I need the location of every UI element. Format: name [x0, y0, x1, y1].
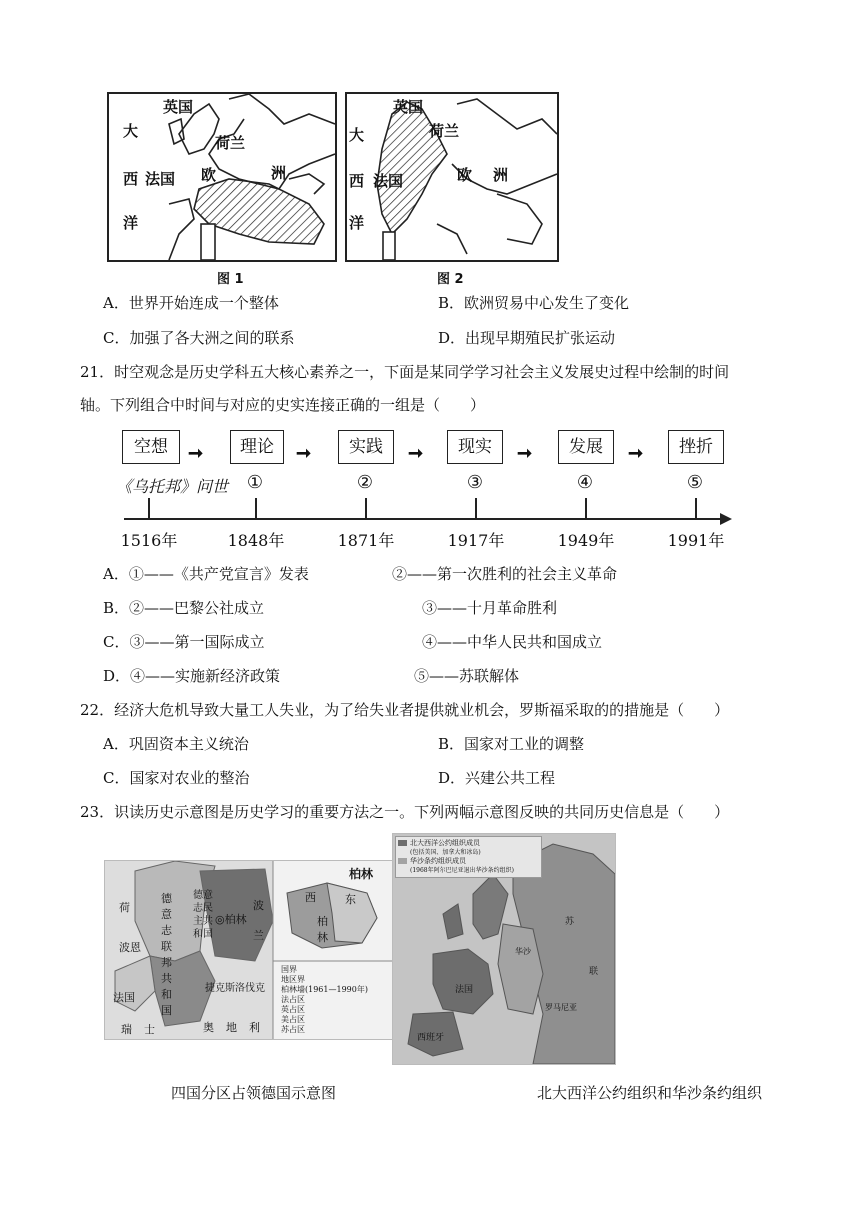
- label-czech: 捷克斯洛伐克: [205, 983, 265, 994]
- option-key: C．: [103, 329, 130, 347]
- option-text-a: ①——《共产党宣言》发表: [128, 565, 309, 583]
- label-france-eu: 法国: [455, 985, 474, 995]
- timeline-tick: [255, 498, 257, 518]
- figure-2-map: [345, 92, 559, 262]
- timeline-year: 1871年: [337, 531, 395, 550]
- q21-option-d[interactable]: [103, 665, 280, 686]
- option-key: D．: [103, 667, 131, 685]
- q21-stem-line-2: 轴。下列组合中时间与对应的史实连接正确的一组是（ ）: [80, 396, 486, 414]
- timeline-mark: ③: [466, 472, 484, 493]
- q21-option-c[interactable]: [103, 631, 265, 652]
- label-berlin-city: ◎柏林: [215, 913, 247, 926]
- option-key: A．: [103, 565, 129, 583]
- map2-label-england: 英国: [393, 98, 424, 116]
- stage-box: 挫折: [668, 430, 724, 464]
- map2-label-netherlands: 荷兰: [429, 122, 460, 140]
- map1-label-atlantic-2: 西: [123, 170, 139, 188]
- option-text: 巩固资本主义统治: [128, 735, 249, 753]
- q21-option-b-part2: ③——十月革命胜利: [422, 599, 558, 617]
- timeline-mark: ①: [246, 472, 264, 493]
- legend-item: 英占区: [281, 1005, 305, 1014]
- option-text: 国家对工业的调整: [464, 735, 585, 753]
- legend-item: 柏林墙(1961—1990年): [281, 985, 368, 994]
- legend-item: 地区界: [281, 975, 305, 984]
- timeline-year: 1917年: [447, 531, 505, 550]
- stage-box: 发展: [558, 430, 614, 464]
- q20-option-a[interactable]: [103, 292, 279, 313]
- legend-item: 法占区: [281, 995, 305, 1004]
- option-key: C．: [103, 769, 130, 787]
- figure-1-caption: 图 1: [217, 272, 244, 287]
- q22-option-d[interactable]: [438, 767, 555, 788]
- timeline-mark: ②: [356, 472, 374, 493]
- legend-swatch: [398, 840, 407, 846]
- timeline-axis: [124, 518, 722, 520]
- legend-item: 国界: [281, 965, 297, 974]
- q22-stem: 22．经济大危机导致大量工人失业，为了给失业者提供就业机会，罗斯福采取的的措施是（ ）: [80, 701, 730, 719]
- inset-w: 西: [305, 891, 316, 904]
- label-su-2: 联: [589, 967, 599, 977]
- map1-label-england: 英国: [163, 98, 194, 116]
- option-key: B．: [438, 735, 465, 753]
- map2-label-atlantic-2: 西: [349, 172, 365, 190]
- label-bonn: 波恩: [119, 941, 141, 954]
- left-figure-caption: 四国分区占领德国示意图: [171, 1084, 337, 1102]
- label-frg: 德意志联邦共和国: [161, 892, 172, 1017]
- timeline-year: 1991年: [667, 531, 725, 550]
- legend-item: 苏占区: [281, 1025, 305, 1034]
- map1-label-europe-1: 欧: [201, 166, 217, 184]
- label-su-1: 苏: [565, 917, 575, 927]
- first-event-label: 《乌托邦》问世: [116, 477, 229, 496]
- europe-legend: [395, 836, 542, 878]
- map1-label-atlantic-3: 洋: [123, 214, 139, 232]
- map1-label-europe-2: 洲: [271, 164, 287, 182]
- option-text: 出现早期殖民扩张运动: [465, 329, 616, 347]
- timeline-tick: [585, 498, 587, 518]
- q21-option-a-part2: ②——第一次胜利的社会主义革命: [392, 565, 618, 583]
- option-text: 国家对农业的整治: [129, 769, 250, 787]
- q22-option-b[interactable]: [438, 733, 584, 754]
- option-text: 欧洲贸易中心发生了变化: [464, 294, 630, 312]
- arrow-icon: ➞: [408, 443, 424, 464]
- q22-option-a[interactable]: [103, 733, 249, 754]
- timeline-mark: ④: [576, 472, 594, 493]
- option-key: C．: [103, 633, 130, 651]
- label-spain: 西班牙: [417, 1033, 445, 1043]
- arrow-icon: ➞: [296, 443, 312, 464]
- figure-1-drawing: [109, 94, 335, 260]
- nato-warsaw-map: [392, 833, 616, 1065]
- inset-b: 柏: [317, 915, 328, 928]
- label-holland: 荷: [119, 901, 130, 914]
- map2-label-france: 法国: [373, 172, 404, 190]
- label-warsaw: 华沙: [515, 947, 531, 956]
- label-france: 法国: [113, 991, 135, 1004]
- figure-1-map: [107, 92, 337, 262]
- map2-label-atlantic-3: 洋: [349, 214, 365, 232]
- option-key: D．: [438, 769, 466, 787]
- label-gdr: 德意志民主共和国: [193, 890, 213, 940]
- timeline-tick: [695, 498, 697, 518]
- q21-stem-line-1: 21．时空观念是历史学科五大核心素养之一，下面是某同学学习社会主义发展史过程中绘制的时间: [80, 363, 730, 381]
- q21-option-a[interactable]: [103, 563, 309, 584]
- map1-label-netherlands: 荷兰: [215, 134, 246, 152]
- map2-label-atlantic-1: 大: [349, 126, 365, 144]
- stage-box: 理论: [230, 430, 284, 464]
- map-legend: [281, 965, 389, 1035]
- option-text-a: ④——实施新经济政策: [130, 667, 281, 685]
- option-key: B．: [438, 294, 465, 312]
- legend-item: 美占区: [281, 1015, 305, 1024]
- q21-option-d-part2: ⑤——苏联解体: [414, 667, 520, 685]
- label-switzerland: 瑞士: [121, 1023, 167, 1036]
- q20-option-c[interactable]: [103, 327, 295, 348]
- germany-occupation-map: [104, 860, 393, 1040]
- option-text: 兴建公共工程: [465, 769, 556, 787]
- option-key: B．: [103, 599, 130, 617]
- option-text: 世界开始连成一个整体: [128, 294, 279, 312]
- map2-label-europe-1: 欧: [457, 166, 473, 184]
- map1-label-france: 法国: [145, 170, 176, 188]
- inset-l: 林: [317, 931, 328, 944]
- inset-title: 柏林: [349, 867, 374, 881]
- label-poland: 波兰: [253, 899, 264, 942]
- legend-warsaw: 华沙条约组织成员: [410, 857, 466, 865]
- timeline-tick: [365, 498, 367, 518]
- q20-option-b[interactable]: [438, 292, 629, 313]
- timeline-arrowhead: [720, 513, 732, 525]
- timeline-year: 1516年: [120, 531, 178, 550]
- option-key: D．: [438, 329, 466, 347]
- q22-option-c[interactable]: [103, 767, 250, 788]
- option-key: A．: [103, 294, 129, 312]
- timeline-tick: [475, 498, 477, 518]
- q21-option-b[interactable]: [103, 597, 264, 618]
- arrow-icon: ➞: [188, 443, 204, 464]
- stage-box: 空想: [122, 430, 180, 464]
- stage-box: 现实: [447, 430, 503, 464]
- legend-nato-sub: (包括美国、加拿大和冰岛): [410, 849, 481, 856]
- inset-e: 东: [345, 893, 356, 906]
- q21-option-c-part2: ④——中华人民共和国成立: [422, 633, 603, 651]
- label-romania: 罗马尼亚: [545, 1003, 577, 1012]
- figure-2-caption: 图 2: [437, 272, 464, 287]
- legend-warsaw-sub: (1968年阿尔巴尼亚退出华沙条约组织): [410, 867, 514, 874]
- legend-nato: 北大西洋公约组织成员: [410, 839, 480, 847]
- right-figure-caption: 北大西洋公约组织和华沙条约组织: [537, 1084, 763, 1102]
- q20-option-d[interactable]: [438, 327, 615, 348]
- option-text-a: ②——巴黎公社成立: [129, 599, 265, 617]
- timeline-mark: ⑤: [686, 472, 704, 493]
- option-key: A．: [103, 735, 129, 753]
- map2-label-europe-2: 洲: [493, 166, 509, 184]
- option-text-a: ③——第一国际成立: [129, 633, 265, 651]
- timeline-year: 1949年: [557, 531, 615, 550]
- legend-swatch: [398, 858, 407, 864]
- berlin-inset: [277, 863, 389, 959]
- timeline-year: 1848年: [227, 531, 285, 550]
- option-text: 加强了各大洲之间的联系: [129, 329, 295, 347]
- arrow-icon: ➞: [628, 443, 644, 464]
- q23-stem: 23．识读历史示意图是历史学习的重要方法之一。下列两幅示意图反映的共同历史信息是（ ）: [80, 803, 730, 821]
- map1-label-atlantic-1: 大: [123, 122, 139, 140]
- timeline-tick: [148, 498, 150, 518]
- label-austria: 奥地利: [203, 1021, 272, 1034]
- arrow-icon: ➞: [517, 443, 533, 464]
- stage-box: 实践: [338, 430, 394, 464]
